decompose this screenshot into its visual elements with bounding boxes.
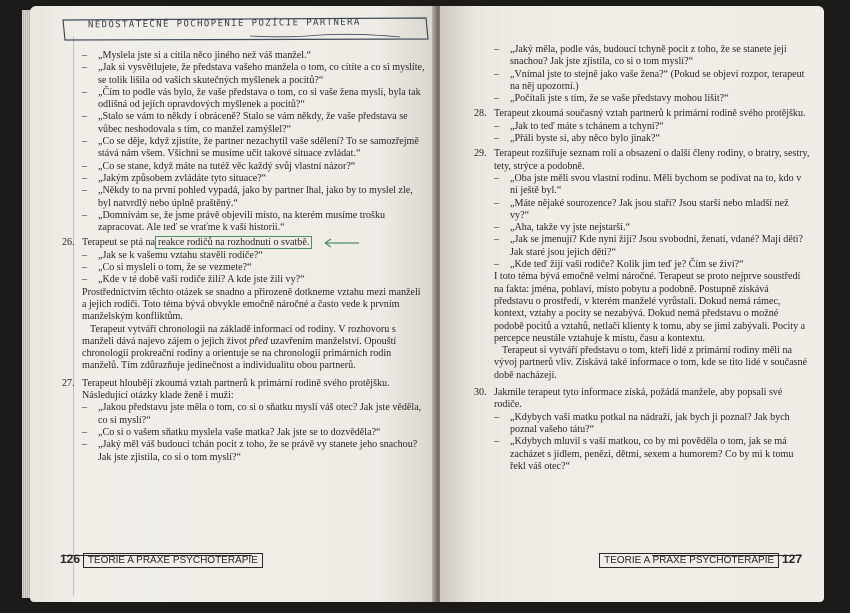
- item-27: [62, 378, 426, 403]
- item-26: [62, 237, 426, 249]
- question-item: – „Kdybych vaši matku potkal na nádraží, jak bych ji poznal? Jak bych poznal vašeho tátu?“: [494, 411, 790, 435]
- question-item: – „Co si o vašem sňatku myslela vaše matka? Jak jste se to dozvěděla?“: [82, 426, 381, 438]
- item-28: [474, 108, 810, 120]
- question-item: – „Máte nějaké sourozence? Jak jsou staří? Jsou starší nebo mladší než vy?“: [494, 197, 789, 221]
- paragraph: Prostřednictvím těchto otázek se snadno a přirozeně dotkneme vztahu mezi manželi a jejich rodiči. Toto téma bývá obvykle emočně náročné a často vede k prvním manželským konfliktům.: [82, 286, 421, 323]
- running-head: TEORIE A PRAXE PSYCHOTERAPIE: [83, 553, 263, 568]
- question-item: – „Jak se jmenují? Kde nyní žijí? Jsou svobodní, ženatí, vdané? Mají děti? Jak staré jsou jejich děti?“: [494, 234, 803, 258]
- question-item: – „Jakou představu jste měla o tom, co si o sňatku myslí váš otec? Jak jste věděla, co si myslí?“: [82, 402, 422, 426]
- question-item: – „Přáli byste si, aby něco bylo jinak?“: [494, 133, 660, 145]
- item-29-text: Terapeut rozšiřuje seznam rolí a obsazení o další členy rodiny, o bratry, sestry, tety, strýce a podobně.: [494, 148, 810, 172]
- handwritten-note-text: NEDOSTATEČNÉ POCHOPENIE POZÍCIE PARTNERA: [87, 17, 361, 31]
- question-item: – „Jaký měl váš budoucí tchán pocit z toho, že se právě vy stanete jeho snachou? Jak jste zjistila, co si o tom myslí?“: [82, 439, 418, 463]
- left-footer: [60, 552, 263, 566]
- highlighted-phrase: reakce rodičů na rozhodnutí o svatbě.: [155, 236, 312, 249]
- paragraph: Terapeut si vytváří představu o tom, kteří lidé z primární rodiny měli na vývoj partnerů vliv. Získává také informace o tom, kde se tito lidé v současné době nacházejí.: [494, 345, 808, 381]
- question-item: – „Oba jste měli svou vlastní rodinu. Měli bychom se podívat na to, kdo v ní ještě byl.“: [494, 172, 802, 197]
- question-item: – „Myslela jste si a cítila něco jiného než váš manžel.“: [82, 50, 312, 61]
- item-number: 30.: [474, 387, 487, 399]
- item-26-text: Terapeut se ptá na: [82, 237, 155, 249]
- question-item: – „Kde teď žijí vaši rodiče? Kolik jim teď je? Čím se živí?“: [494, 259, 744, 271]
- running-head: TEORIE A PRAXE PSYCHOTERAPIE: [599, 553, 779, 568]
- item-30: [474, 387, 810, 412]
- question-item: – „Kdybych mluvil s vaší matkou, co by mi pověděla o tom, jak se má zacházet s jídlem, penězi, dětmi, sexem a humorem? Co by mi k tomu řekl váš otec?“: [494, 436, 794, 472]
- page-number: 127: [781, 552, 802, 566]
- question-item: – „Kde v té době vaši rodiče žili? A kde jste žili vy?“: [82, 274, 305, 286]
- left-page: [30, 6, 438, 602]
- question-item: – „Co se stane, když máte na tutéž věc každý svůj vlastní názor?“: [82, 160, 356, 172]
- question-item: – „Stalo se vám to někdy i obráceně? Stalo se vám někdy, že vaše představa se vůbec neshodovala s tím, co manžel zamýšlel?“: [82, 111, 408, 135]
- item-number: 27.: [62, 377, 75, 389]
- paragraph: I toto téma bývá emočně velmi náročné. Terapeut se proto nejprve soustředí na fakta: jména, pohlaví, místo pobytu a podobně. Postupně získává představu o prostředí, v kterém manželé vyrůstali. Dokud nemá rámec, kontext, vztahy a pocity se nezabývá. Dokud nemá představu o možné podobě pocitů a vztahů, netlačí klienty k tomu, aby se jimi zabývali. Pocity a percepce neustále vztahuje k místu, času a kontextu.: [494, 271, 806, 344]
- left-body: [62, 50, 426, 464]
- item-30-text: Jakmile terapeut tyto informace získá, požádá manžele, aby popsali své rodiče.: [494, 387, 783, 411]
- question-item: – „Někdy to na první pohled vypadá, jako by partner lhal, jako by to myslel zle, byl natvrdlý nebo úplně praštěný.“: [82, 185, 413, 209]
- item-number: 26.: [62, 237, 75, 249]
- right-footer: [599, 552, 802, 566]
- question-item: – „Počítali jste s tím, že se vaše představy mohou lišit?“: [494, 93, 729, 105]
- question-item: – „Jakým způsobem zvládáte tyto situace?“: [82, 172, 267, 184]
- item-27-text: Terapeut hloubějí zkoumá vztah partnerů k primární rodině svého protějšku. Následující otázky klade ženě i muži:: [82, 377, 390, 402]
- item-29: [474, 148, 810, 173]
- question-item: – „Jak si vysvětlujete, že představa vašeho manžela o tom, co cítíte a co si myslíte, se tolik lišila od vašich skutečných myšlenek a pocitů?“: [82, 62, 425, 86]
- question-item: – „Jak se k vašemu vztahu stavěli rodiče?“: [82, 249, 263, 261]
- right-body: [474, 44, 810, 473]
- question-item: – „Jak to teď máte s tchánem a tchyní?“: [494, 120, 664, 132]
- question-item: – „Co si mysleli o tom, že se vezmete?“: [82, 262, 252, 274]
- question-item: – „Čím to podle vás bylo, že vaše představa o tom, co si vaše žena myslí, byla tak odlišná od jejích opravdových myšlenek a pocitů?“: [82, 86, 421, 111]
- question-item: – „Co se děje, když zjistíte, že partner nezachytil vaše sdělení? To se samozřejmě stává nám všem. Všichni se musíme učit takové situace zvládat.“: [82, 136, 419, 160]
- handwritten-note: [60, 16, 430, 42]
- right-page: [440, 6, 824, 602]
- item-28-text: Terapeut zkoumá současný vztah partnerů k primární rodině svého protějšku.: [494, 108, 806, 120]
- item-number: 28.: [474, 108, 487, 120]
- question-item: – „Vnímal jste to stejně jako vaše žena?“ (Pokud se objeví rozpor, terapeut na něj upozorní.): [494, 68, 805, 92]
- question-item: – „Domnívám se, že jsme právě objevili místo, na kterém musíme trošku zapracovat. Ale teď se vraťme k vaší historii.“: [82, 209, 386, 234]
- question-item: – „Jaký měla, podle vás, budoucí tchyně pocit z toho, že se stanete její snachou? Jak jste zjistila, co si o tom myslí?“: [494, 44, 787, 68]
- page-number: 126: [60, 552, 81, 566]
- arrow-left-icon: [321, 238, 361, 248]
- paragraph: Terapeut vytváří chronologii na základě informací od rodiny. V rozhovoru s manželi dává najevo zájem o jejich život před uzavřením manželství. Opouští chronologii prokreační rodiny a orientuje se na chronologii primárních rodin manželů. Tím zdůrazňuje jedinečnost a individualitu obou partnerů.: [82, 323, 397, 372]
- item-number: 29.: [474, 148, 487, 160]
- question-item: – „Aha, takže vy jste nejstarší.“: [494, 222, 630, 234]
